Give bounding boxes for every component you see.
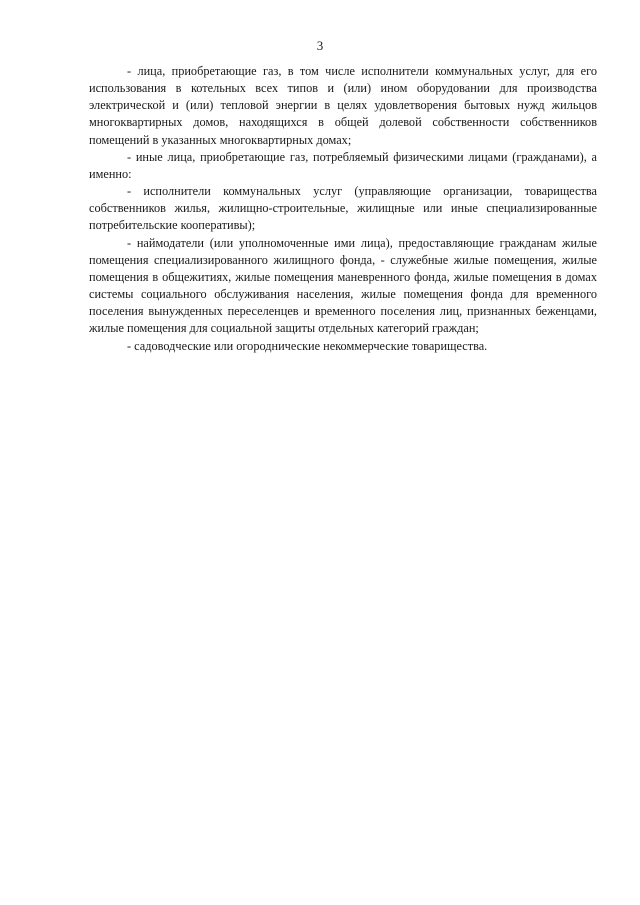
paragraph-gardening-partnerships: - садоводческие или огороднические некоммерческие товарищества. [127, 338, 488, 353]
paragraph-landlords: - наймодатели (или уполномоченные ими лица), предоставляющие гражданам жилые помещения специализированного жилищного фонда, - служебные жилые помещения, жилые помещения в общежитиях, жилые помещения маневренного фонда, жилые помещения в домах системы социального обслуживания населения, жилые помещения фонда для временного поселения вынужденных переселенцев и временного поселения лиц, признанных беженцами, жилые помещения для социальной защиты отдельных категорий граждан; [89, 235, 597, 336]
page-number: 3 [316, 38, 324, 53]
paragraph-other-gas-buyers: - иные лица, приобретающие газ, потребляемый физическими лицами (гражданами), а именно: [89, 149, 597, 181]
paragraph-gas-buyers-utilities: - лица, приобретающие газ, в том числе исполнители коммунальных услуг, для его использования в котельных всех типов и (или) ином оборудовании для производства электрической и (или) тепловой энергии в целях удовлетворения бытовых нужд жильцов многоквартирных домов, находящихся в общей долевой собственности собственников помещений в указанных многоквартирных домах; [89, 64, 597, 147]
paragraph-utility-providers: - исполнители коммунальных услуг (управляющие организации, товарищества собственников жилья, жилищно-строительные, жилищные или иные специализированные потребительские кооперативы); [89, 184, 597, 233]
document-body [89, 63, 597, 355]
